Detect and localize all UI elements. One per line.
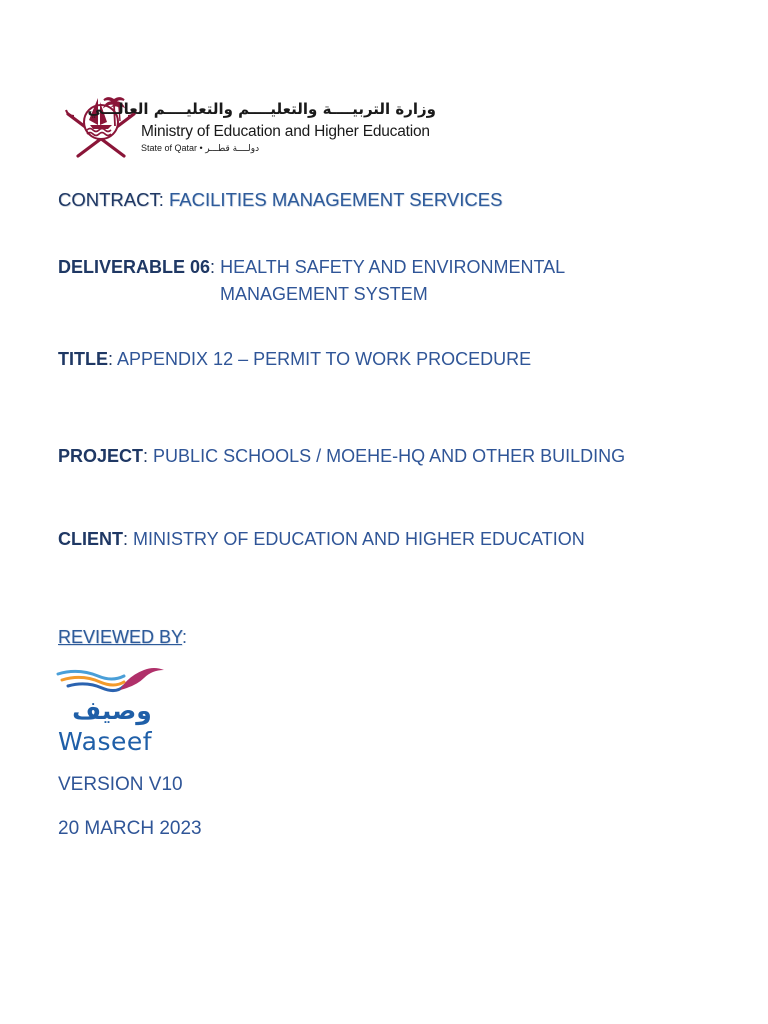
deliverable-label: DELIVERABLE 06 — [58, 257, 211, 277]
client-label: CLIENT — [58, 529, 123, 549]
contract-separator: : — [158, 189, 164, 210]
project-value: PUBLIC SCHOOLS / MOEHE-HQ AND OTHER BUILDING — [148, 446, 626, 466]
waseef-latin-name: Waseef — [58, 727, 153, 756]
project-line — [58, 446, 625, 467]
ministry-state-line — [141, 143, 259, 154]
contract-line — [58, 189, 502, 211]
state-arabic: دولــــة قطـــر — [205, 144, 260, 154]
title-separator: : — [108, 349, 114, 369]
qatar-emblem-icon — [62, 84, 140, 160]
waseef-logo — [56, 660, 168, 760]
ministry-logo — [62, 84, 442, 160]
title-value: APPENDIX 12 – PERMIT TO WORK PROCEDURE — [113, 349, 532, 369]
title-line — [58, 349, 531, 370]
state-separator: • — [199, 143, 203, 153]
version-text: VERSION V10 — [58, 774, 183, 795]
waseef-arabic-name: وصيف — [72, 696, 152, 725]
date-text: 20 MARCH 2023 — [58, 818, 202, 839]
client-separator: : — [123, 529, 129, 549]
deliverable-value: HEALTH SAFETY AND ENVIRONMENTAL — [215, 257, 566, 277]
client-line — [58, 529, 585, 550]
title-label: TITLE — [58, 349, 108, 369]
reviewed-by-label: REVIEWED BY — [58, 627, 183, 647]
deliverable-separator: : — [210, 257, 216, 277]
state-english: State of Qatar — [141, 143, 198, 153]
contract-label: CONTRACT — [58, 189, 159, 210]
ministry-arabic-name: وزارة التربيــــة والتعليــــم والتعليــــم العالـــي — [87, 100, 436, 118]
deliverable-line — [58, 257, 565, 278]
ministry-english-name: Ministry of Education and Higher Education — [141, 123, 430, 140]
reviewed-by-separator: : — [182, 627, 188, 647]
project-label: PROJECT — [58, 446, 144, 466]
client-value: MINISTRY OF EDUCATION AND HIGHER EDUCATION — [128, 529, 585, 549]
project-separator: : — [143, 446, 149, 466]
contract-value: FACILITIES MANAGEMENT SERVICES — [163, 189, 503, 210]
reviewed-by-line — [58, 627, 187, 648]
deliverable-value-line2: MANAGEMENT SYSTEM — [220, 284, 428, 304]
